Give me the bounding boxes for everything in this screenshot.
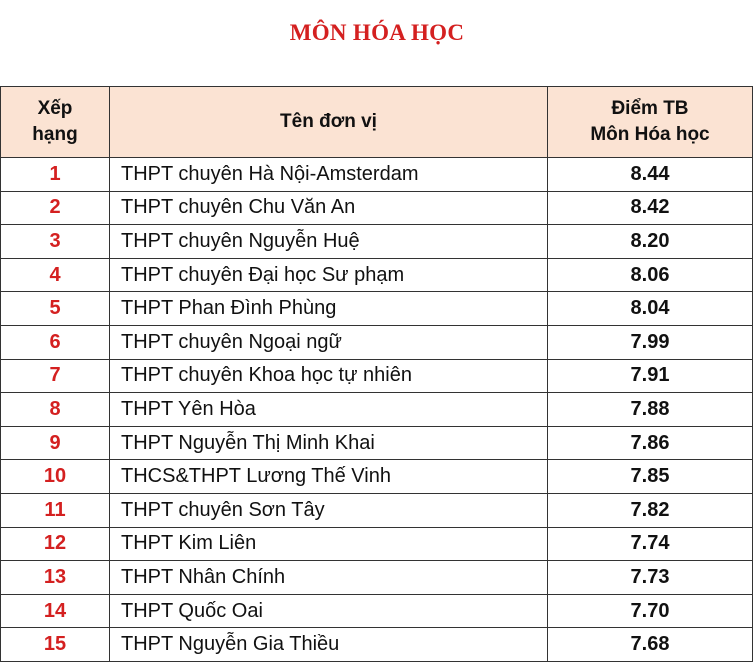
score-cell: 7.68 <box>548 628 753 662</box>
rank-cell: 8 <box>1 393 110 427</box>
table-row <box>1 191 753 225</box>
table-row <box>1 225 753 259</box>
score-cell: 8.04 <box>548 292 753 326</box>
unit-cell: THPT Quốc Oai <box>110 594 548 628</box>
rank-cell: 9 <box>1 426 110 460</box>
score-header <box>548 87 753 158</box>
score-cell: 7.82 <box>548 493 753 527</box>
unit-cell: THPT chuyên Khoa học tự nhiên <box>110 359 548 393</box>
rank-cell: 2 <box>1 191 110 225</box>
rank-cell: 13 <box>1 561 110 595</box>
unit-cell: THPT Phan Đình Phùng <box>110 292 548 326</box>
table-row <box>1 158 753 192</box>
rank-cell: 3 <box>1 225 110 259</box>
table-row <box>1 292 753 326</box>
rank-cell: 14 <box>1 594 110 628</box>
table-row <box>1 628 753 662</box>
score-cell: 8.44 <box>548 158 753 192</box>
unit-cell: THPT Nguyễn Thị Minh Khai <box>110 426 548 460</box>
unit-cell: THPT Kim Liên <box>110 527 548 561</box>
table-row <box>1 561 753 595</box>
rank-header-line1: Xếp <box>37 98 73 119</box>
score-cell: 8.06 <box>548 258 753 292</box>
ranking-table <box>0 86 753 662</box>
page-title: MÔN HÓA HỌC <box>289 20 465 45</box>
rank-cell: 11 <box>1 493 110 527</box>
score-cell: 7.74 <box>548 527 753 561</box>
rank-header-line2: hạng <box>32 124 78 145</box>
rank-cell: 12 <box>1 527 110 561</box>
rank-header <box>1 87 110 158</box>
table-row <box>1 460 753 494</box>
score-cell: 7.86 <box>548 426 753 460</box>
rank-cell: 10 <box>1 460 110 494</box>
rank-cell: 4 <box>1 258 110 292</box>
table-row <box>1 325 753 359</box>
table-row <box>1 527 753 561</box>
score-cell: 7.85 <box>548 460 753 494</box>
rank-cell: 5 <box>1 292 110 326</box>
rank-cell: 1 <box>1 158 110 192</box>
unit-cell: THPT chuyên Sơn Tây <box>110 493 548 527</box>
rank-cell: 15 <box>1 628 110 662</box>
score-cell: 7.70 <box>548 594 753 628</box>
score-header-line1: Điểm TB <box>611 98 689 119</box>
unit-header-label: Tên đơn vị <box>280 111 377 132</box>
table-row <box>1 493 753 527</box>
unit-cell: THPT Nguyễn Gia Thiều <box>110 628 548 662</box>
table-row <box>1 258 753 292</box>
score-cell: 8.20 <box>548 225 753 259</box>
score-cell: 7.99 <box>548 325 753 359</box>
unit-cell: THCS&THPT Lương Thế Vinh <box>110 460 548 494</box>
score-cell: 7.91 <box>548 359 753 393</box>
score-cell: 8.42 <box>548 191 753 225</box>
unit-cell: THPT chuyên Ngoại ngữ <box>110 325 548 359</box>
unit-cell: THPT chuyên Hà Nội-Amsterdam <box>110 158 548 192</box>
unit-cell: THPT chuyên Chu Văn An <box>110 191 548 225</box>
table-row <box>1 359 753 393</box>
unit-cell: THPT chuyên Nguyễn Huệ <box>110 225 548 259</box>
rank-cell: 7 <box>1 359 110 393</box>
unit-header <box>110 87 548 158</box>
score-cell: 7.88 <box>548 393 753 427</box>
unit-cell: THPT chuyên Đại học Sư phạm <box>110 258 548 292</box>
table-row <box>1 594 753 628</box>
unit-cell: THPT Yên Hòa <box>110 393 548 427</box>
rank-cell: 6 <box>1 325 110 359</box>
score-cell: 7.73 <box>548 561 753 595</box>
unit-cell: THPT Nhân Chính <box>110 561 548 595</box>
table-header-row <box>1 87 753 158</box>
table-body <box>1 158 753 662</box>
score-header-line2: Môn Hóa học <box>590 124 710 145</box>
table-row <box>1 393 753 427</box>
table-row <box>1 426 753 460</box>
